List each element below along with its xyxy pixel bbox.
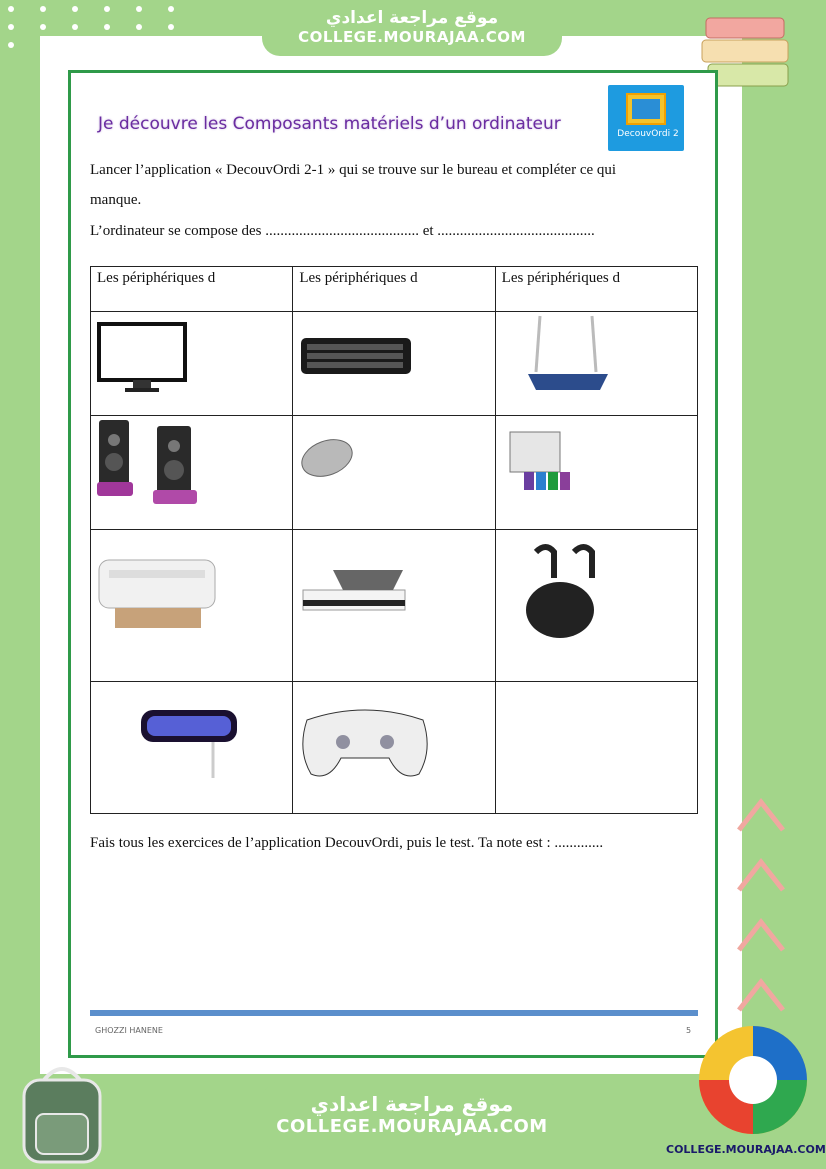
table-cell [91, 682, 293, 814]
scanner-image [293, 530, 493, 676]
brand-badge[interactable]: COLLEGE.MOURAJAA.COM [666, 1143, 826, 1156]
mouse-image [293, 416, 493, 524]
chevron-up-icon [735, 910, 787, 962]
subjects-wheel-icon [696, 1022, 810, 1140]
table-cell [495, 530, 697, 682]
footer-rule [90, 1010, 698, 1016]
table-cell [293, 682, 495, 814]
instruction-line1: Lancer l’application « DecouvOrdi 2-1 » qui se trouve sur le bureau et compléter ce qui [90, 162, 617, 178]
card-reader-image [496, 416, 696, 524]
printer-image [91, 530, 291, 676]
table-cell [293, 416, 495, 530]
vr-headset-image [91, 682, 291, 808]
earbuds-image [496, 530, 696, 676]
header-cell-3: Les périphériques d [495, 267, 697, 312]
table-cell [91, 416, 293, 530]
monitor-icon [626, 93, 666, 125]
table-cell [495, 312, 697, 416]
bottom-banner [262, 1082, 562, 1152]
table-cell [91, 530, 293, 682]
chevron-up-icon [735, 790, 787, 842]
top-banner [262, 0, 562, 56]
table-cell [495, 682, 697, 814]
page-title: Je découvre les Composants matériels d’un ordinateur [98, 114, 561, 134]
banner-arabic: موقع مراجعة اعدادي [325, 8, 499, 28]
compose-line: L’ordinateur se compose des ......................................... et .......................................... [90, 223, 595, 239]
table-cell [293, 530, 495, 682]
keyboard-image [293, 312, 493, 410]
banner-site[interactable]: COLLEGE.MOURAJAA.COM [276, 1116, 548, 1137]
footer-author: GHOZZI HANENE [95, 1026, 163, 1035]
header-cell-1: Les périphériques d [91, 267, 293, 312]
table-cell [293, 312, 495, 416]
speakers-image [91, 416, 291, 524]
chevron-up-icon [735, 970, 787, 1022]
table-cell [91, 312, 293, 416]
instruction-line2: manque. [90, 192, 142, 208]
peripherals-table [90, 266, 698, 814]
router-image [496, 312, 696, 410]
decouvordi-app-icon[interactable] [608, 85, 684, 151]
exercise-line: Fais tous les exercices de l’application DecouvOrdi, puis le test. Ta note est : ............. [90, 835, 604, 851]
chevron-up-icon [735, 850, 787, 902]
table-cell [495, 416, 697, 530]
gamepad-image [293, 682, 493, 808]
banner-site[interactable]: COLLEGE.MOURAJAA.COM [298, 28, 526, 46]
banner-arabic: موقع مراجعة اعدادي [310, 1092, 514, 1116]
header-cell-2: Les périphériques d [293, 267, 495, 312]
icon-label: DecouvOrdi 2 [617, 129, 679, 139]
page-number: 5 [686, 1026, 692, 1035]
backpack-icon [14, 1056, 114, 1166]
monitor-image [91, 312, 291, 410]
